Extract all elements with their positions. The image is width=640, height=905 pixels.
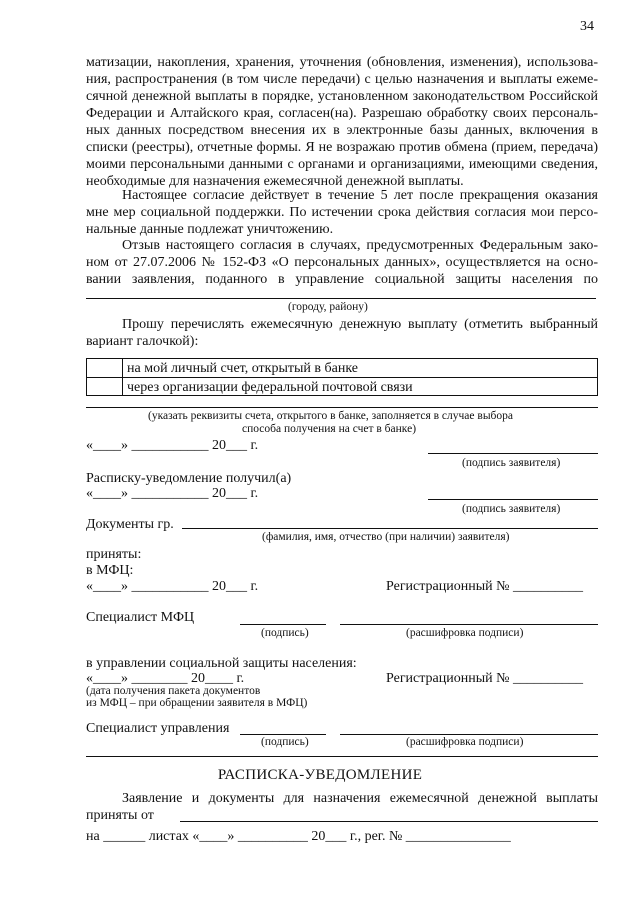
paragraph1-line: моими персональными данными с органами и организациями, имеющими сведения, <box>86 157 598 172</box>
mfc-signature-caption: (подпись) <box>261 627 309 639</box>
receipt-text <box>86 790 598 824</box>
mfc-accept-date[interactable]: «____» ___________ 20___ г. <box>86 579 259 594</box>
receipt-received-date[interactable]: «____» ___________ 20___ г. <box>86 486 259 501</box>
receipt-from-line[interactable] <box>180 821 598 822</box>
receipt-received-label: Расписку-уведомление получил(а) <box>86 471 292 486</box>
receipt_text-line: приняты от <box>86 808 154 823</box>
paragraph2-line: мне мер социальной поддержки. По истечении срока действия согласия мои персо- <box>86 205 598 220</box>
office-receive-date[interactable]: «____» ________ 20____ г. <box>86 671 245 686</box>
option-post-label: через организации федеральной почтовой связи <box>127 380 413 395</box>
in-mfc-label: в МФЦ: <box>86 563 134 578</box>
office-decode-line[interactable] <box>340 734 598 735</box>
mfc-signature-line[interactable] <box>240 624 326 625</box>
consent-paragraph-1 <box>86 54 598 190</box>
paragraph2-line: Настоящее согласие действует в течение 5 лет после прекращения оказания <box>122 188 598 203</box>
social-office-label: в управлении социальной защиты населения: <box>86 656 357 671</box>
request-line: Прошу перечислять ежемесячную денежную выплату (отметить выбранный <box>122 317 598 332</box>
consent-paragraph-2 <box>86 187 598 238</box>
paragraph1-line: сячной денежной выплаты в порядке, установленном законодательством Российской <box>86 89 598 104</box>
office-signature-line[interactable] <box>240 734 326 735</box>
specialist-office-label: Специалист управления <box>86 721 230 736</box>
payment-request <box>86 316 598 350</box>
bank-details-caption-2: способа получения на счет в банке) <box>242 423 417 435</box>
paragraph1-line: матизации, накопления, хранения, уточнения (обновления, изменения), использова- <box>86 55 598 70</box>
paragraph3-line: вании заявления, поданного в управление социальной защиты населения по <box>86 272 598 287</box>
accepted-label: приняты: <box>86 547 142 562</box>
bank-details-line[interactable] <box>86 407 598 408</box>
table-row-divider <box>86 377 598 378</box>
documents-from-label: Документы гр. <box>86 517 174 532</box>
request-line: вариант галочкой): <box>86 334 199 349</box>
option-post-checkbox[interactable] <box>87 378 121 395</box>
applicant-name-caption: (фамилия, имя, отчество (при наличии) заявителя) <box>262 531 510 543</box>
mfc-note-2: из МФЦ – при обращении заявителя в МФЦ) <box>86 697 308 709</box>
mfc-decode-caption: (расшифровка подписи) <box>406 627 524 639</box>
paragraph3-line: Отзыв настоящего согласия в случаях, предусмотренных Федеральным зако- <box>122 238 598 253</box>
cut-line <box>86 756 598 757</box>
consent-paragraph-3 <box>86 237 598 288</box>
mfc-reg-number[interactable]: Регистрационный № __________ <box>386 579 583 594</box>
paragraph1-line: Федерации и Алтайского края, согласен(на). Разрешаю обработку своих персональ- <box>86 106 598 121</box>
receipt-sheets-date-reg[interactable]: на ______ листах «____» __________ 20___ г., рег. № _______________ <box>86 829 511 844</box>
paragraph1-line: списки (реестры), отчетные формы. Я не возражаю против обмена (прием, передача) <box>86 140 598 155</box>
specialist-mfc-label: Специалист МФЦ <box>86 610 195 625</box>
city-field-line[interactable] <box>86 298 596 299</box>
city-caption: (городу, району) <box>288 301 368 313</box>
applicant-signature-line-1[interactable] <box>428 453 598 454</box>
receipt_text-line: Заявление и документы для назначения ежемесячной денежной выплаты <box>122 791 598 806</box>
paragraph1-line: ния, распространения (в том числе передачи) с целью назначения и выплаты ежеме- <box>86 72 598 87</box>
applicant-signature-line-2[interactable] <box>428 499 598 500</box>
application-date[interactable]: «____» ___________ 20___ г. <box>86 438 259 453</box>
option-bank-checkbox[interactable] <box>87 359 121 376</box>
applicant-signature-caption-2: (подпись заявителя) <box>462 503 561 515</box>
paragraph2-line: нальные данные подлежат уничтожению. <box>86 222 334 237</box>
mfc-note-1: (дата получения пакета документов <box>86 685 261 697</box>
page-number: 34 <box>580 19 594 34</box>
paragraph3-line: ном от 27.07.2006 № 152-ФЗ «О персональных данных», осуществляется на осно- <box>86 255 598 270</box>
paragraph1-line: необходимые для назначения ежемесячной денежной выплаты. <box>86 174 464 189</box>
paragraph1-line: ных данных посредством внесения их в электронные базы данных, включения в <box>86 123 598 138</box>
option-bank-label: на мой личный счет, открытый в банке <box>127 361 358 376</box>
applicant-name-line[interactable] <box>182 528 598 529</box>
bank-details-caption-1: (указать реквизиты счета, открытого в банке, заполняется в случае выбора <box>148 410 514 422</box>
mfc-decode-line[interactable] <box>340 624 598 625</box>
office-signature-caption: (подпись) <box>261 736 309 748</box>
office-reg-number[interactable]: Регистрационный № __________ <box>386 671 583 686</box>
receipt-title: РАСПИСКА-УВЕДОМЛЕНИЕ <box>217 767 423 783</box>
applicant-signature-caption-1: (подпись заявителя) <box>462 457 561 469</box>
office-decode-caption: (расшифровка подписи) <box>406 736 524 748</box>
